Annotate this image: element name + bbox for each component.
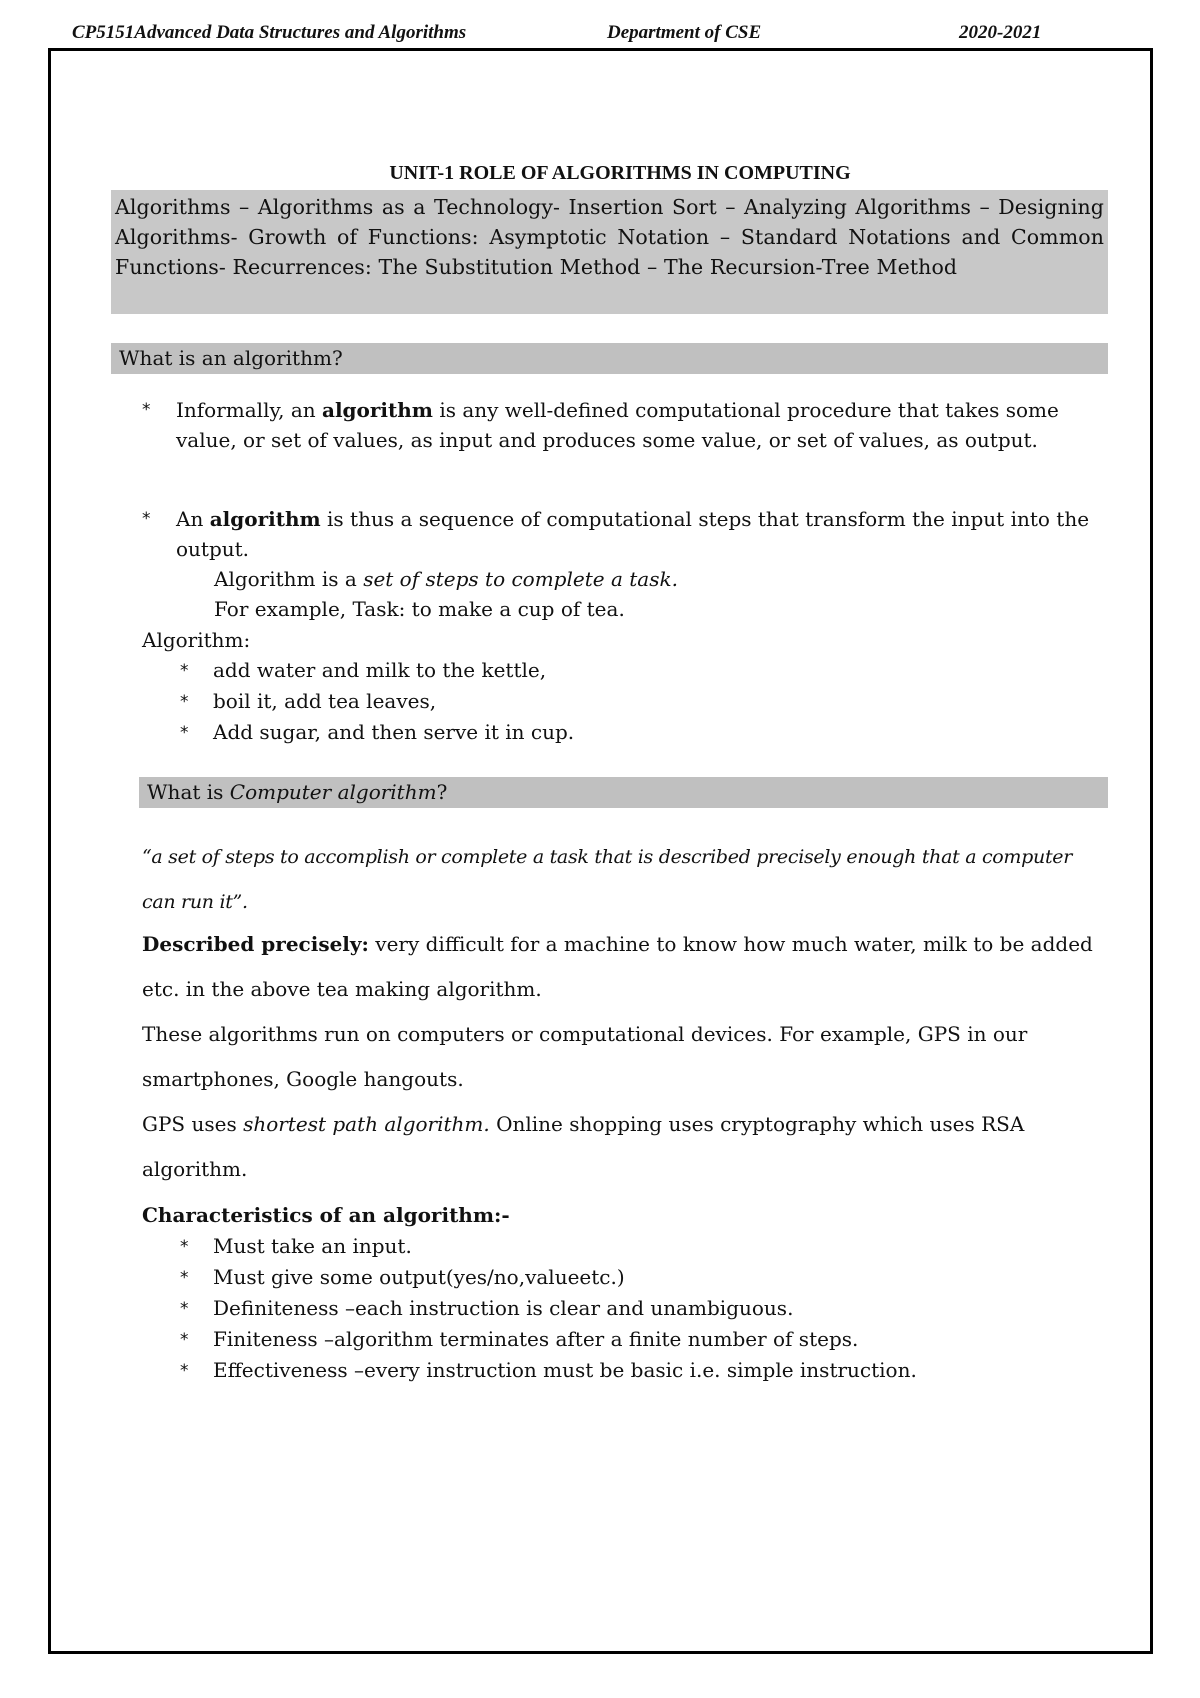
bullet-star-icon: * bbox=[180, 723, 189, 743]
bullet-star-icon: * bbox=[180, 1268, 189, 1288]
example-line: For example, Task: to make a cup of tea. bbox=[214, 597, 625, 621]
described-precisely-paragraph: Described precisely: very difficult for a machine to know how much water, milk to be added etc. in the above tea making algorithm. bbox=[142, 932, 1093, 1001]
department: Department of CSE bbox=[607, 22, 762, 43]
bullet-star-icon: * bbox=[180, 692, 189, 712]
syllabus-box: Algorithms – Algorithms as a Technology- Insertion Sort – Analyzing Algorithms – Designing Algorithms- Growth of Functions: Asymptotic Notation – Standard Notations and Common Functions- Recurrences: The Substitution Method – The Recursion-Tree Method bbox=[111, 190, 1108, 314]
list-item: * Add sugar, and then serve it in cup. bbox=[180, 717, 574, 748]
gps-paragraph: These algorithms run on computers or computational devices. For example, GPS in our smartphones, Google hangouts. bbox=[142, 1022, 1028, 1091]
list-item: * Finiteness –algorithm terminates after a finite number of steps. bbox=[180, 1324, 917, 1355]
page-header bbox=[72, 22, 1072, 50]
bullet-star-icon: * bbox=[180, 1361, 189, 1381]
academic-year: 2020-2021 bbox=[959, 22, 1042, 43]
section-heading-computer-algorithm: What is Computer algorithm? bbox=[139, 777, 1108, 808]
bullet-star-icon: * bbox=[142, 509, 151, 529]
list-item: * Must take an input. bbox=[180, 1231, 917, 1262]
bullet-text: An algorithm is thus a sequence of computational steps that transform the input into the output. bbox=[176, 507, 1090, 561]
unit-title: UNIT-1 ROLE OF ALGORITHMS IN COMPUTING bbox=[389, 162, 851, 184]
bullet-star-icon: * bbox=[180, 1237, 189, 1257]
bullet-star-icon: * bbox=[180, 661, 189, 681]
list-item: * Effectiveness –every instruction must be basic i.e. simple instruction. bbox=[180, 1355, 917, 1386]
list-item bbox=[142, 504, 1092, 564]
definition-line: Algorithm is a set of steps to complete a task. bbox=[214, 567, 678, 591]
bullet-star-icon: * bbox=[142, 400, 151, 420]
shortest-path-paragraph: GPS uses shortest path algorithm. Online shopping uses cryptography which uses RSA algorithm. bbox=[142, 1112, 1025, 1181]
list-item: * add water and milk to the kettle, bbox=[180, 655, 574, 686]
section-heading-algorithm: What is an algorithm? bbox=[111, 343, 1108, 374]
course-title: CP5151Advanced Data Structures and Algorithms bbox=[72, 22, 467, 43]
list-item bbox=[142, 395, 1092, 455]
list-item: * Definiteness –each instruction is clear and unambiguous. bbox=[180, 1293, 917, 1324]
definition-quote: “a set of steps to accomplish or complete a task that is described precisely enough that a computer can run it”. bbox=[142, 846, 1073, 913]
list-item: * Must give some output(yes/no,valueetc.) bbox=[180, 1262, 917, 1293]
tea-steps-list bbox=[180, 655, 574, 748]
algorithm-label: Algorithm: bbox=[142, 628, 251, 652]
characteristics-heading: Characteristics of an algorithm:- bbox=[142, 1203, 510, 1227]
bullet-text: Informally, an algorithm is any well-defined computational procedure that takes some value, or set of values, as input and produces some value, or set of values, as output. bbox=[176, 398, 1059, 452]
characteristics-list bbox=[180, 1231, 917, 1386]
bullet-star-icon: * bbox=[180, 1299, 189, 1319]
list-item: * boil it, add tea leaves, bbox=[180, 686, 574, 717]
bullet-star-icon: * bbox=[180, 1330, 189, 1350]
